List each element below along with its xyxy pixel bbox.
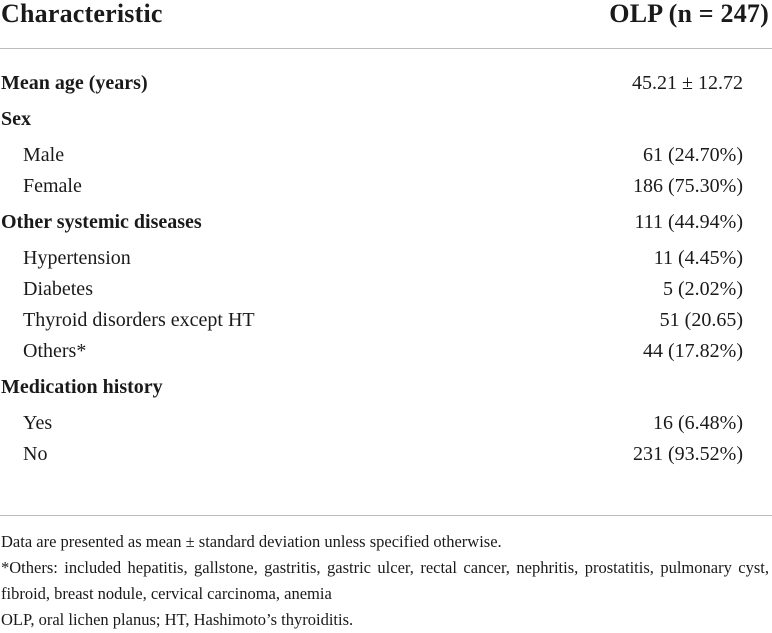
row-value: 186 (75.30%) xyxy=(633,175,743,197)
table-row-mean-age xyxy=(0,68,772,99)
row-value: 51 (20.65) xyxy=(659,309,743,331)
row-value: 111 (44.94%) xyxy=(634,211,743,233)
row-label: Other systemic diseases xyxy=(1,211,202,233)
row-value: 61 (24.70%) xyxy=(643,144,743,166)
table-header xyxy=(0,0,772,48)
table-row-no xyxy=(0,439,772,470)
table-body xyxy=(0,68,772,470)
row-label: Thyroid disorders except HT xyxy=(23,309,255,331)
footer-divider xyxy=(0,515,772,516)
row-label: Yes xyxy=(23,412,53,434)
row-value: 16 (6.48%) xyxy=(653,412,743,434)
column-header-olp: OLP (n = 247) xyxy=(609,0,769,28)
row-label: Sex xyxy=(1,108,31,130)
table-row-thyroid-disorders xyxy=(0,305,772,336)
footnote-data-note: Data are presented as mean ± standard deviation unless specified otherwise. xyxy=(1,532,502,551)
table-row-others xyxy=(0,336,772,367)
table-row-female xyxy=(0,171,772,202)
row-label: Medication history xyxy=(1,376,163,398)
row-label: Hypertension xyxy=(23,247,131,269)
row-value: 5 (2.02%) xyxy=(663,278,743,300)
row-value: 231 (93.52%) xyxy=(633,443,743,465)
table-row-male xyxy=(0,140,772,171)
row-label: Female xyxy=(23,175,82,197)
row-value: 45.21 ± 12.72 xyxy=(632,72,743,94)
column-header-characteristic: Characteristic xyxy=(1,0,163,28)
table-row-yes xyxy=(0,408,772,439)
row-value: 11 (4.45%) xyxy=(653,247,743,269)
header-divider xyxy=(0,48,772,49)
row-label: Diabetes xyxy=(23,278,93,300)
table-row-medication-history xyxy=(0,372,772,403)
table-row-diabetes xyxy=(0,274,772,305)
row-label: No xyxy=(23,443,48,465)
row-value: 44 (17.82%) xyxy=(643,340,743,362)
table-footnotes xyxy=(1,529,769,633)
table-row-hypertension xyxy=(0,243,772,274)
row-label: Mean age (years) xyxy=(1,72,148,94)
table-row-sex xyxy=(0,104,772,135)
table-row-other-systemic-diseases xyxy=(0,207,772,238)
footnote-others: *Others: included hepatitis, gallstone, gastritis, gastric ulcer, rectal cancer, nephritis, prostatitis, pulmonary cyst, fibroid, breast nodule, cervical carcinoma, anemia xyxy=(1,558,769,603)
row-label: Male xyxy=(23,144,65,166)
footnote-abbreviations: OLP, oral lichen planus; HT, Hashimoto’s thyroiditis. xyxy=(1,610,354,629)
row-label: Others* xyxy=(23,340,87,362)
